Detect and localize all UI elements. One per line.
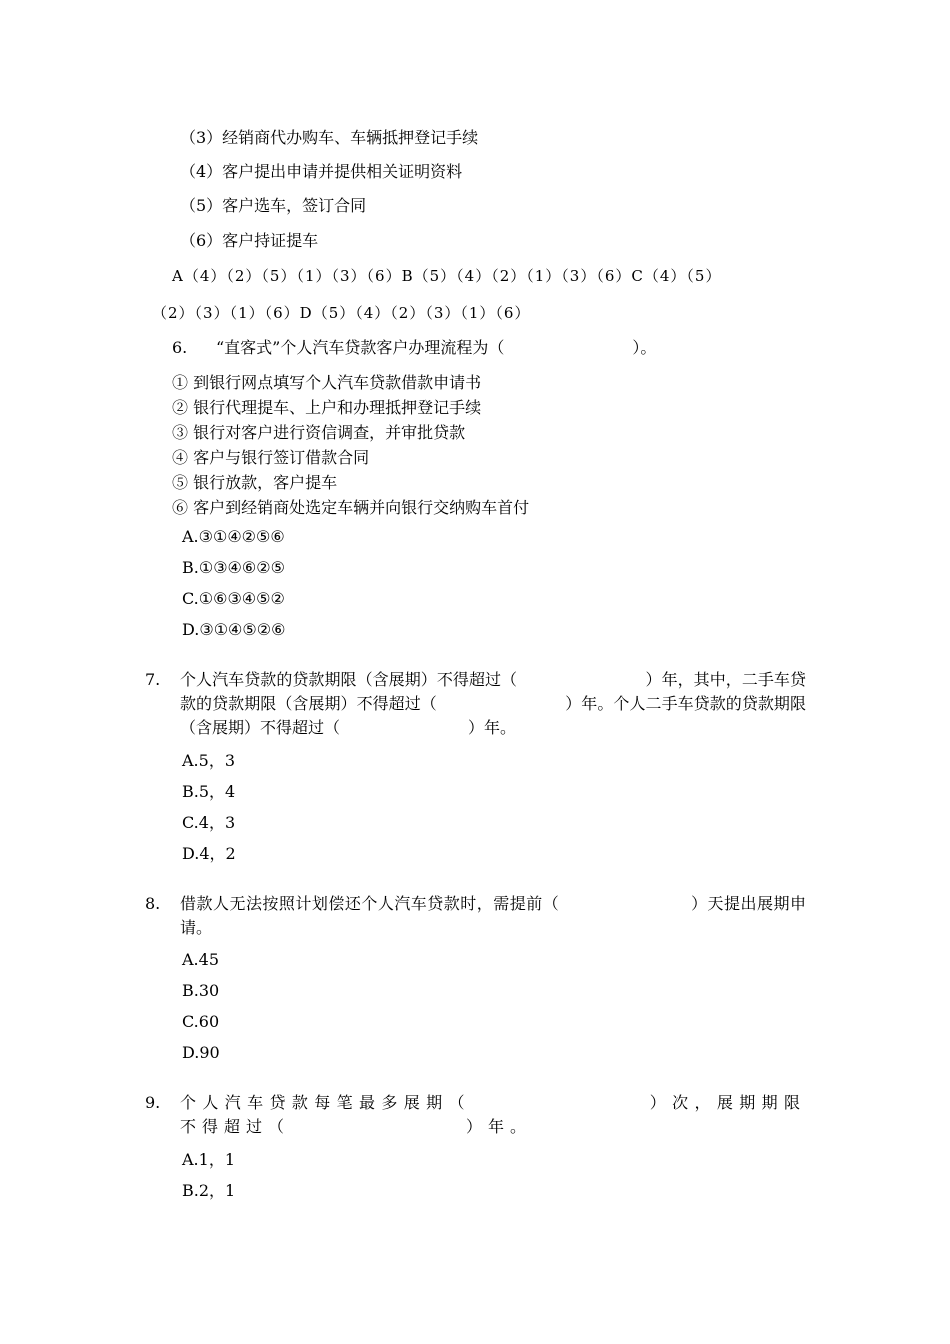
q6-item-2: ② 银行代理提车、上户和办理抵押登记手续	[172, 398, 482, 417]
q7-option-b: B.5，4	[182, 782, 236, 801]
q6-item-4: ④ 客户与银行签订借款合同	[172, 448, 370, 467]
q5-step-5: （5）客户选车，签订合同	[180, 196, 367, 215]
q7-option-a: A.5，3	[182, 751, 236, 770]
q6-item-1: ① 到银行网点填写个人汽车贷款借款申请书	[172, 373, 482, 392]
q6-item-5: ⑤ 银行放款，客户提车	[172, 473, 338, 492]
q6-item-3: ③ 银行对客户进行资信调查，并审批贷款	[172, 423, 466, 442]
q6-option-d: D.③①④⑤②⑥	[182, 620, 286, 639]
q9-option-a: A.1，1	[182, 1150, 236, 1169]
q8-option-d: D.90	[182, 1043, 220, 1062]
q6-option-a: A.③①④②⑤⑥	[182, 527, 285, 546]
q6-option-b: B.①③④⑥②⑤	[182, 558, 285, 577]
q7-number: 7.	[145, 670, 161, 689]
q5-options-line-2: （2）（3）（1）（6）D（5）（4）（2）（3）（1）（6）	[152, 304, 531, 322]
q7-option-d: D.4，2	[182, 844, 236, 863]
q6-item-6: ⑥ 客户到经销商处选定车辆并向银行交纳购车首付	[172, 498, 530, 517]
q7-question-text: 个人汽车贷款的贷款期限（含展期）不得超过（ ）年，其中，二手车贷款的贷款期限（含展期）不得超过（ ）年。个人二手车贷款的贷款期限（含展期）不得超过（ ）年。	[180, 670, 806, 737]
q8-option-b: B.30	[182, 981, 220, 1000]
q6-question-text: “直客式”个人汽车贷款客户办理流程为（ ）。	[216, 338, 657, 357]
q6-number: 6.	[172, 338, 188, 357]
q5-options-line-1: A（4）（2）（5）（1）（3）（6）B（5）（4）（2）（1）（3）（6）C（4）（5）	[172, 267, 722, 285]
q8-question-text: 借款人无法按照计划偿还个人汽车贷款时，需提前（ ）天提出展期申请。	[180, 894, 806, 937]
q9-question-text: 个人汽车贷款每笔最多展期（ ）次，展期期限不得超过（ ）年。	[180, 1093, 806, 1136]
q7-option-c: C.4，3	[182, 813, 236, 832]
q9-option-b: B.2，1	[182, 1181, 236, 1200]
q5-step-6: （6）客户持证提车	[180, 231, 319, 250]
q8-option-a: A.45	[182, 950, 219, 969]
q8-option-c: C.60	[182, 1012, 220, 1031]
q5-step-4: （4）客户提出申请并提供相关证明资料	[180, 162, 463, 181]
q8-number: 8.	[145, 894, 161, 913]
q5-step-3: （3）经销商代办购车、车辆抵押登记手续	[180, 128, 479, 147]
q6-option-c: C.①⑥③④⑤②	[182, 589, 285, 608]
q9-number: 9.	[145, 1093, 161, 1112]
